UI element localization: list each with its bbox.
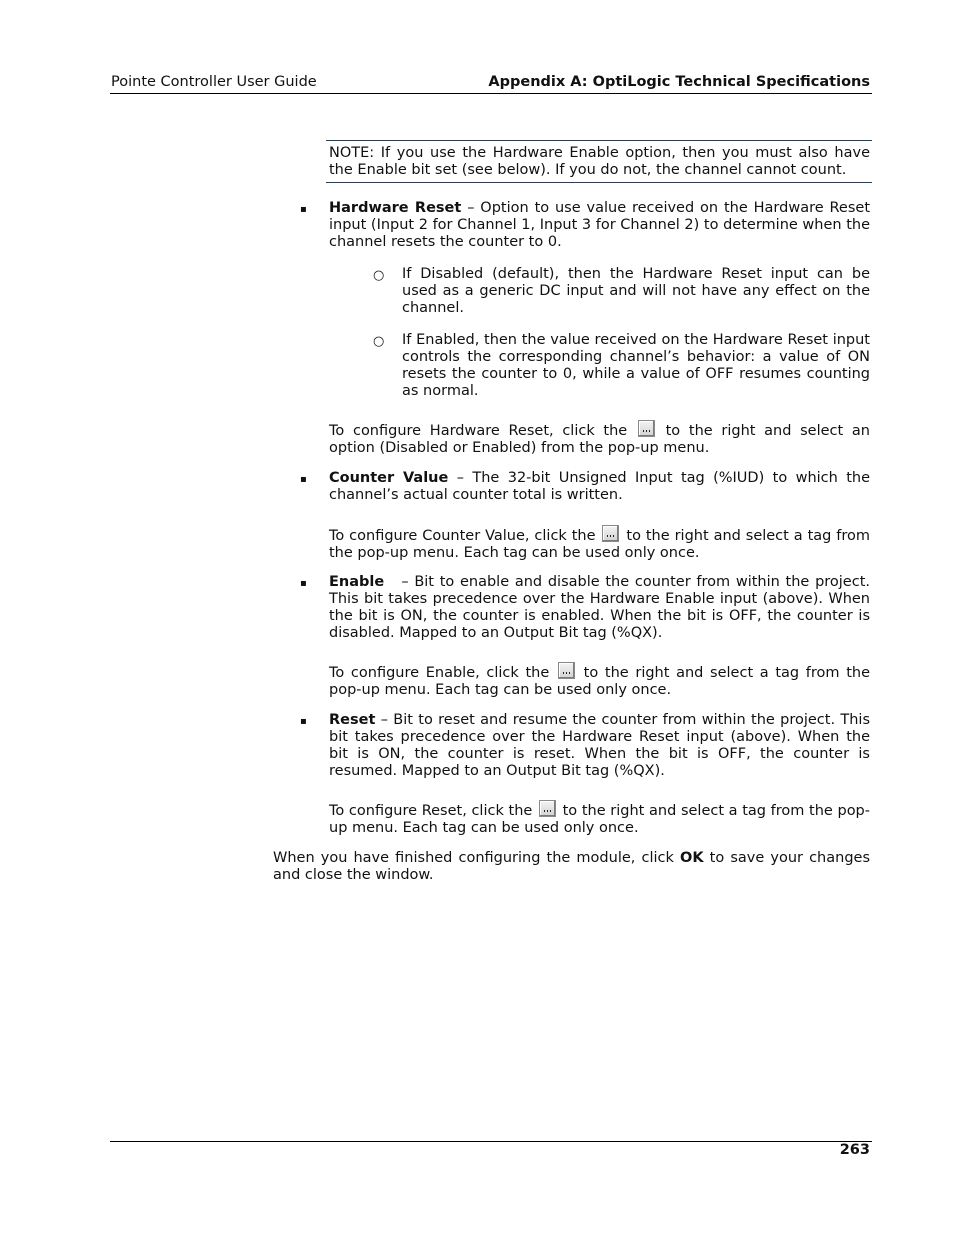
- configure-text: To configure Counter Value, click the: [329, 528, 596, 544]
- hardware-reset-option-enabled: If Enabled, then the value received on the Hardware Reset input controls the corresponding channel’s behavior: a value of ON resets the counter to 0, while a value of OFF resumes counting as normal.: [402, 332, 870, 399]
- ellipsis-button-icon: [539, 800, 556, 817]
- hardware-reset-configure: [329, 420, 870, 457]
- configure-text: To configure Hardware Reset, click the: [329, 423, 628, 439]
- footer-divider: [110, 1141, 872, 1142]
- configure-text: to the right and select a tag from the pop-up menu. Each tag can be used only once.: [329, 665, 871, 698]
- note-box: NOTE: If you use the Hardware Enable option, then you must also have the Enable bit set (see below). If you do not, the channel cannot count.: [326, 140, 872, 183]
- closing-text: to save your changes and close the window.: [273, 850, 875, 883]
- counter-value-desc: – The 32-bit Unsigned Input tag (%IUD) to which the channel’s actual counter total is written.: [329, 470, 871, 503]
- hardware-reset-option-disabled: If Disabled (default), then the Hardware Reset input can be used as a generic DC input and will not have any effect on the channel.: [402, 266, 870, 316]
- enable-desc: – Bit to enable and disable the counter from within the project. This bit takes precedence over the Hardware Enable input (above). When the bit is ON, the counter is enabled. When the bit is OFF, the counter is disabled. Mapped to an Output Bit tag (%QX).: [329, 574, 875, 641]
- ok-keyword: OK: [680, 850, 704, 866]
- hardware-reset-item: [329, 200, 870, 251]
- sub-bullet-marker: ○: [373, 334, 385, 349]
- reset-configure: [329, 800, 870, 837]
- configure-text: To configure Reset, click the: [329, 803, 533, 819]
- reset-term: Reset: [329, 712, 376, 728]
- enable-item: [329, 574, 875, 642]
- page-number: 263: [839, 1142, 870, 1158]
- bullet-marker: ▪: [300, 204, 307, 215]
- ellipsis-button-icon: [638, 420, 655, 437]
- bullet-marker: ▪: [300, 716, 307, 727]
- bullet-marker: ▪: [300, 578, 307, 589]
- enable-configure: [329, 662, 870, 699]
- ellipsis-button-icon: [602, 525, 619, 542]
- reset-item: [329, 712, 870, 780]
- header-divider: [110, 93, 872, 94]
- closing-text: When you have finished configuring the module, click: [273, 850, 680, 866]
- counter-value-configure: [329, 525, 870, 562]
- running-header-section: Appendix A: OptiLogic Technical Specifications: [488, 74, 870, 90]
- bullet-marker: ▪: [300, 474, 307, 485]
- sub-bullet-marker: ○: [373, 268, 385, 283]
- configure-text: to the right and select a tag from the pop-up menu. Each tag can be used only once.: [329, 528, 870, 561]
- configure-text: to the right and select an option (Disabled or Enabled) from the pop-up menu.: [329, 423, 870, 456]
- configure-text: to the right and select a tag from the pop-up menu. Each tag can be used only once.: [329, 803, 870, 836]
- reset-desc: – Bit to reset and resume the counter from within the project. This bit takes precedence over the Hardware Reset input (above). When the bit is ON, the counter is reset. When the bit is OFF, the counter is resumed. Mapped to an Output Bit tag (%QX).: [329, 712, 870, 779]
- counter-value-item: [329, 470, 870, 504]
- counter-value-term: Counter Value: [329, 470, 449, 486]
- enable-term: Enable: [329, 574, 385, 590]
- running-header-title: Pointe Controller User Guide: [111, 74, 317, 90]
- hardware-reset-desc: – Option to use value received on the Hardware Reset input (Input 2 for Channel 1, Input 3 for Channel 2) to determine when the channel resets the counter to 0.: [329, 200, 871, 250]
- configure-text: To configure Enable, click the: [329, 665, 550, 681]
- hardware-reset-term: Hardware Reset: [329, 200, 462, 216]
- closing-paragraph: [273, 850, 875, 884]
- ellipsis-button-icon: [558, 662, 575, 679]
